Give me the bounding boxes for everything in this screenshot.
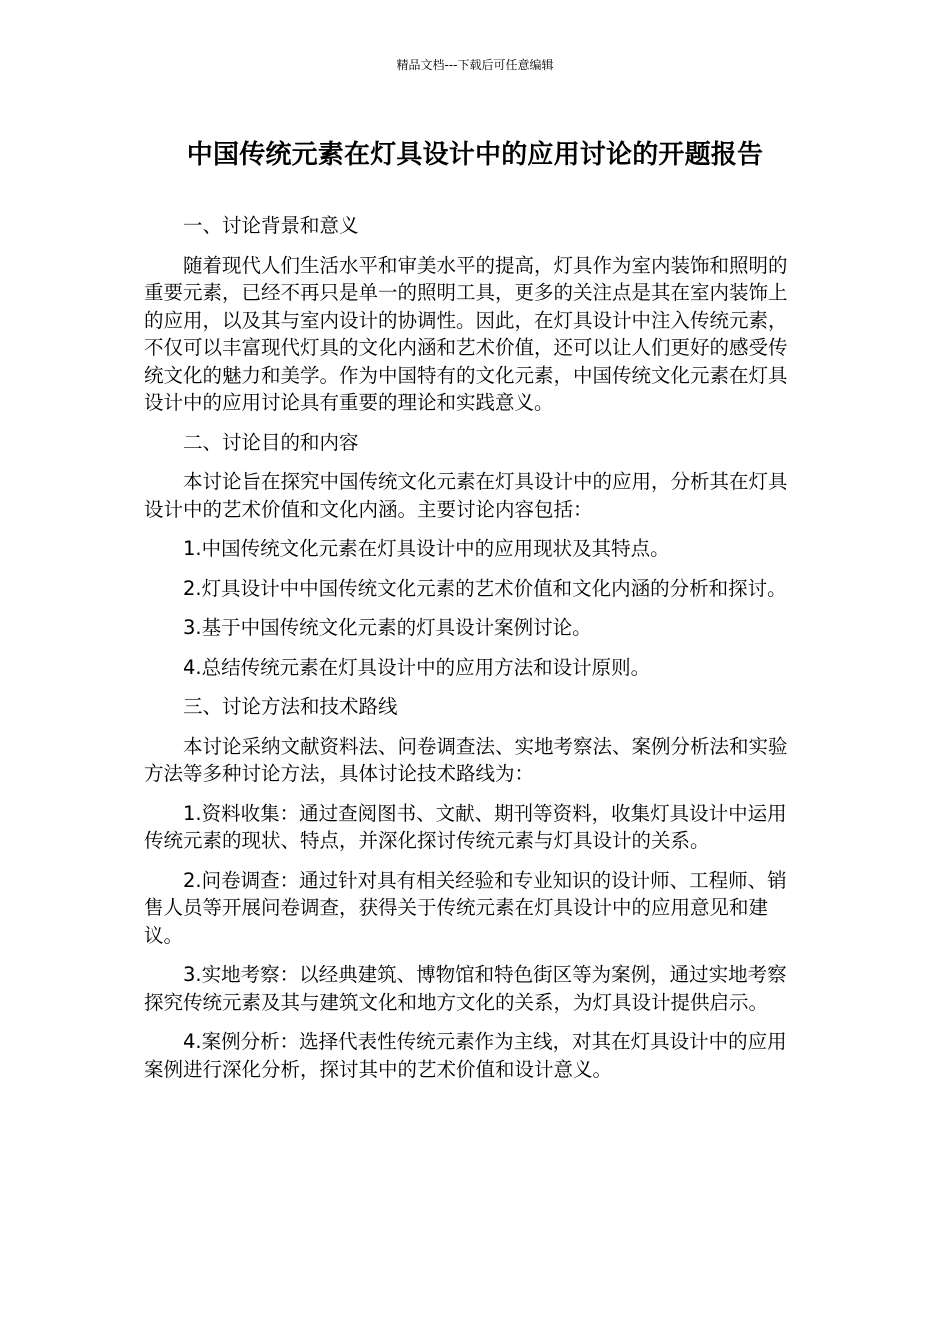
list-item-method-3: 3.实地考察：以经典建筑、博物馆和特色街区等为案例，通过实地考察探究传统元素及其与建筑文化和地方文化的关系，为灯具设计提供启示。 bbox=[144, 963, 787, 1014]
section-heading-methods: 三、讨论方法和技术路线 bbox=[183, 695, 398, 718]
list-item-content-3: 3.基于中国传统文化元素的灯具设计案例讨论。 bbox=[183, 616, 592, 639]
list-item-method-4: 4.案例分析：选择代表性传统元素作为主线，对其在灯具设计中的应用案例进行深化分析，探讨其中的艺术价值和设计意义。 bbox=[144, 1030, 787, 1081]
paragraph-background: 随着现代人们生活水平和审美水平的提高，灯具作为室内装饰和照明的重要元素，已经不再只是单一的照明工具，更多的关注点是其在室内装饰上的应用，以及其与室内设计的协调性。因此，在灯具设计中注入传统元素，不仅可以丰富现代灯具的文化内涵和艺术价值，还可以让人们更好的感受传统文化的魅力和美学。作为中国特有的文化元素，中国传统文化元素在灯具设计中的应用讨论具有重要的理论和实践意义。 bbox=[144, 253, 788, 414]
list-item-method-1: 1.资料收集：通过查阅图书、文献、期刊等资料，收集灯具设计中运用传统元素的现状、特点，并深化探讨传统元素与灯具设计的关系。 bbox=[144, 801, 787, 852]
list-item-content-1: 1.中国传统文化元素在灯具设计中的应用现状及其特点。 bbox=[183, 537, 670, 560]
list-item-content-4: 4.总结传统元素在灯具设计中的应用方法和设计原则。 bbox=[183, 655, 651, 679]
page-header: 精品文档---下载后可任意编辑 bbox=[396, 58, 554, 72]
section-heading-background: 一、讨论背景和意义 bbox=[183, 214, 359, 237]
document-body bbox=[144, 212, 794, 1095]
list-item-content-2: 2.灯具设计中中国传统文化元素的艺术价值和文化内涵的分析和探讨。 bbox=[183, 576, 787, 600]
paragraph-methods: 本讨论采纳文献资料法、问卷调查法、实地考察法、案例分析法和实验方法等多种讨论方法，具体讨论技术路线为： bbox=[144, 734, 788, 785]
list-item-method-2: 2.问卷调查：通过针对具有相关经验和专业知识的设计师、工程师、销售人员等开展问卷调查，获得关于传统元素在灯具设计中的应用意见和建议。 bbox=[144, 868, 787, 947]
section-heading-purpose: 二、讨论目的和内容 bbox=[183, 430, 359, 454]
paragraph-purpose: 本讨论旨在探究中国传统文化元素在灯具设计中的应用，分析其在灯具设计中的艺术价值和文化内涵。主要讨论内容包括： bbox=[144, 470, 788, 521]
document-title: 中国传统元素在灯具设计中的应用讨论的开题报告 bbox=[186, 140, 764, 170]
